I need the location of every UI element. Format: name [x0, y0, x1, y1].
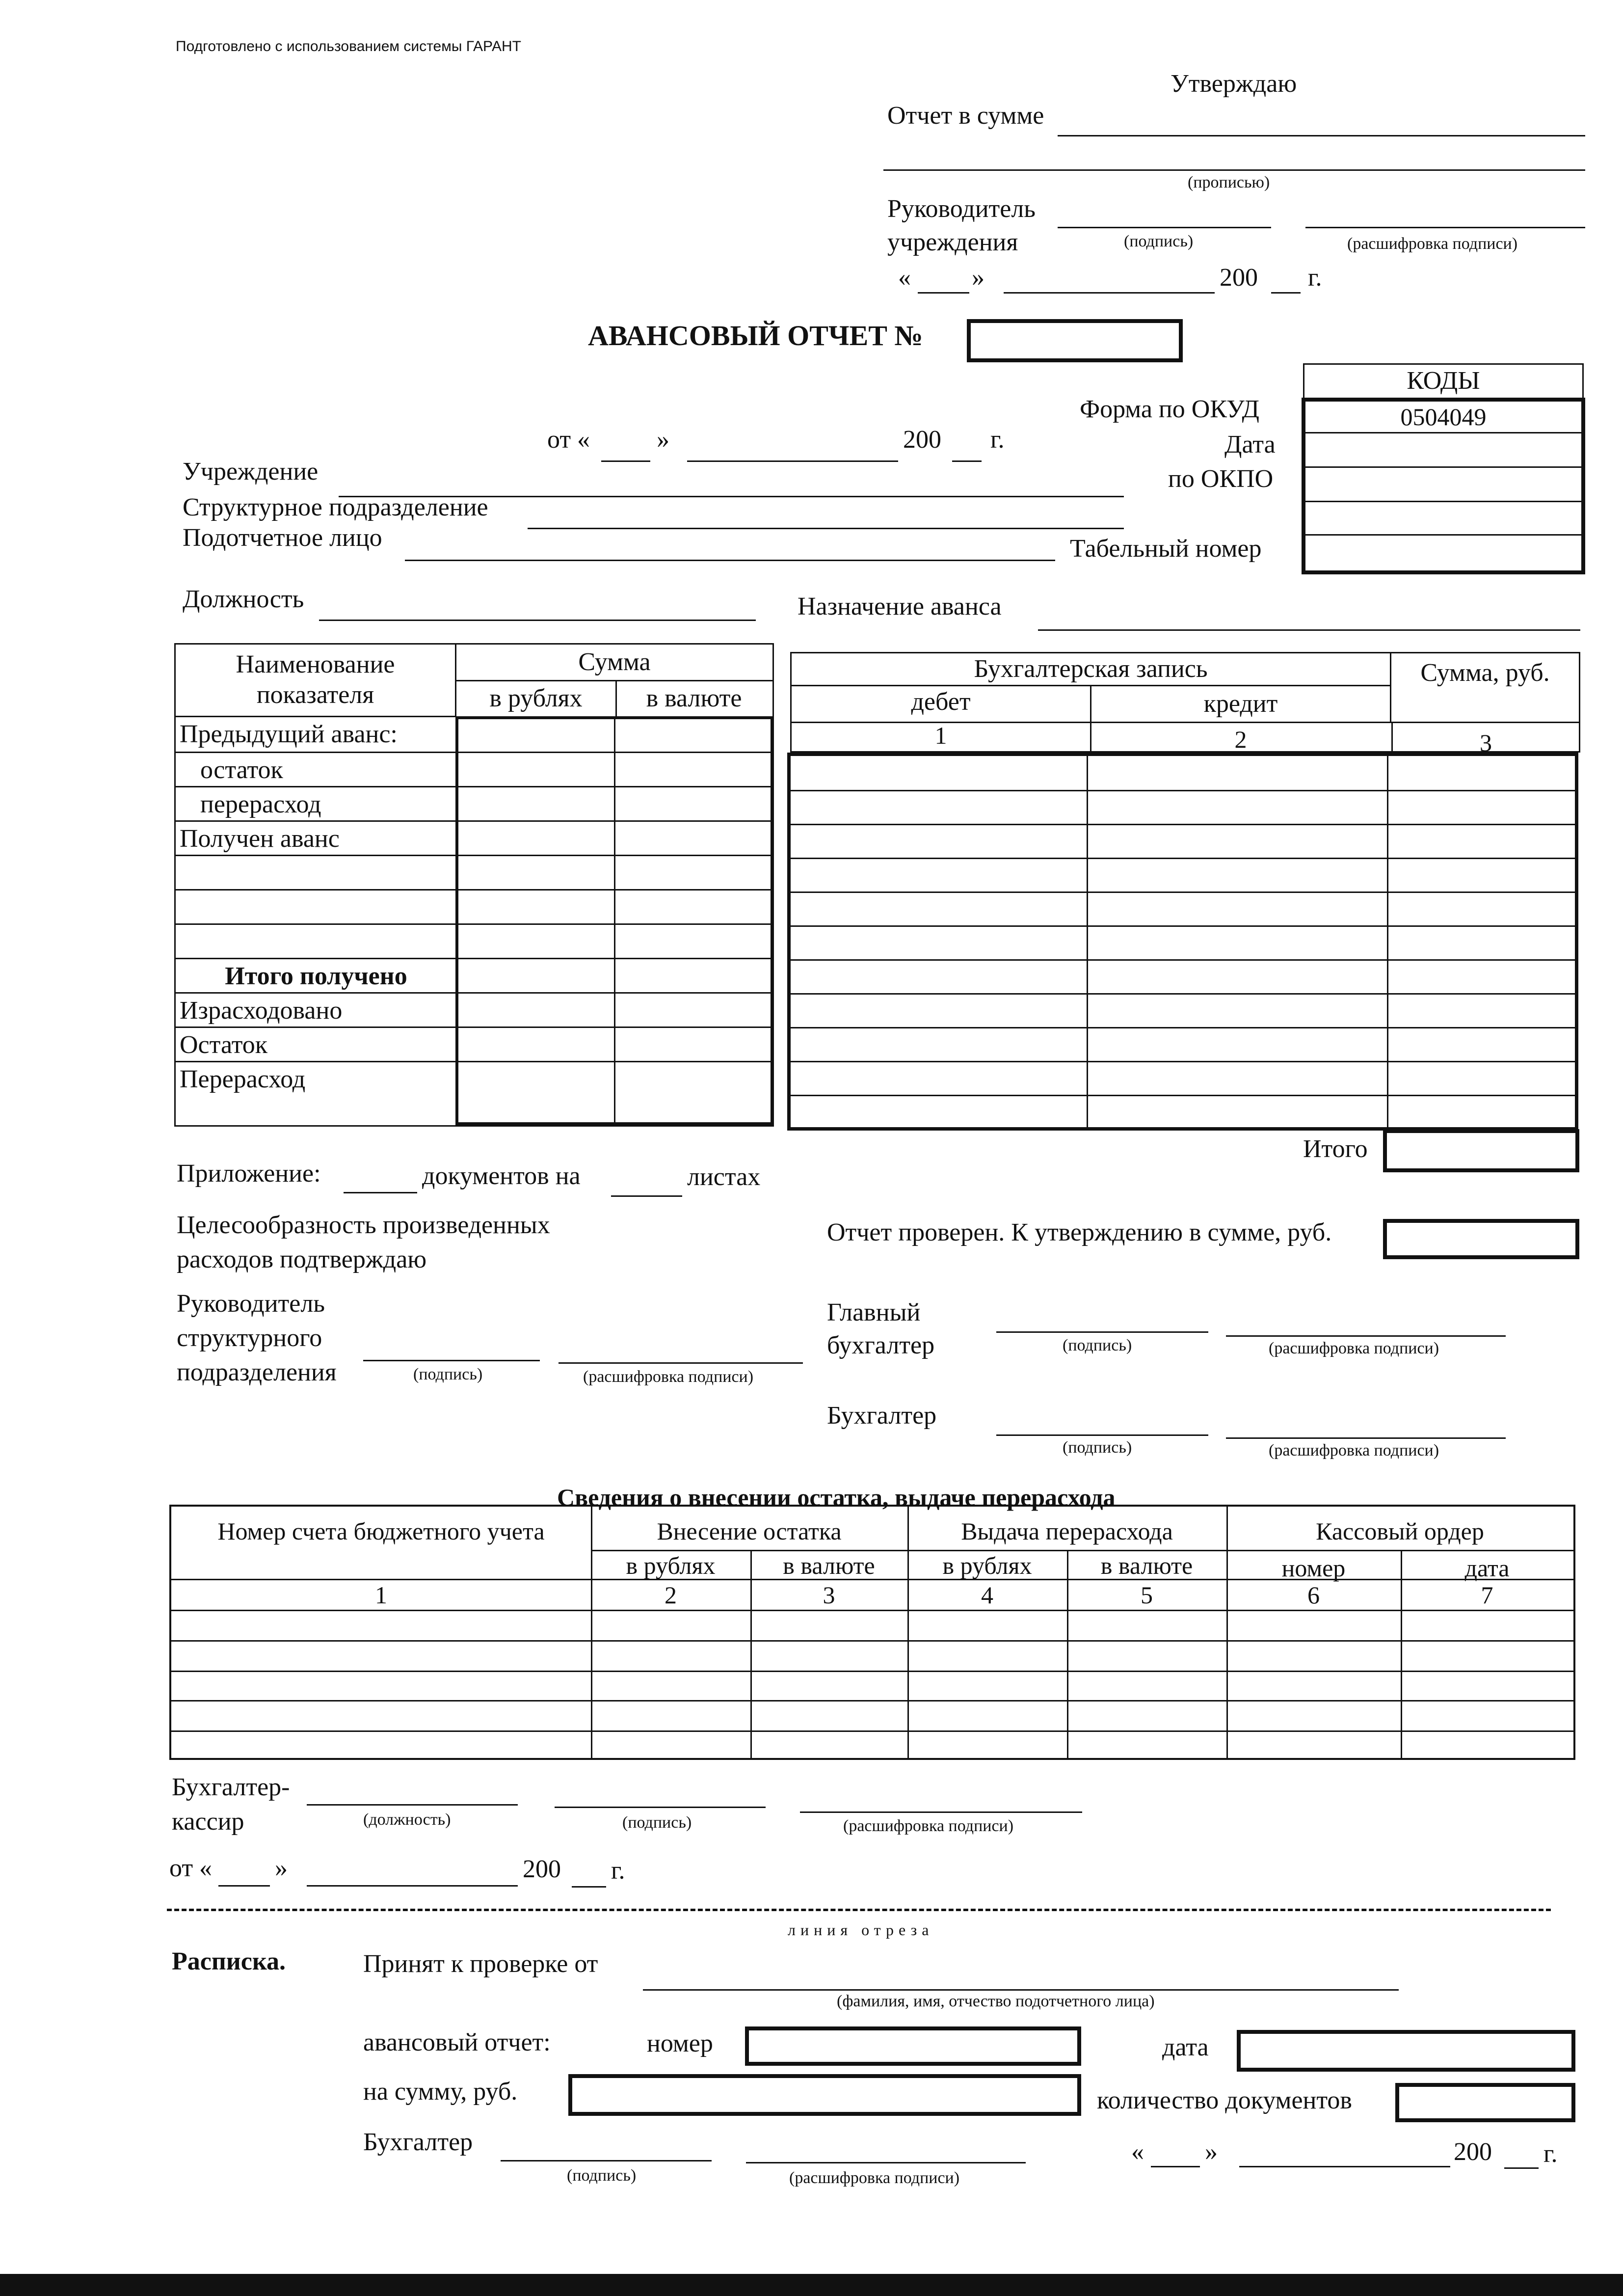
col-num-4: 4 — [981, 1581, 993, 1609]
receipt-date-label: дата — [1162, 2033, 1209, 2061]
receipt-fio-hint: (фамилия, имя, отчество подотчетного лица) — [837, 1992, 1155, 2010]
entry-body — [787, 753, 1578, 1131]
sum-rub-header: Сумма, руб. — [1390, 652, 1580, 723]
advance-row — [176, 958, 772, 992]
position-line[interactable] — [319, 620, 756, 621]
sub-head-line-1: Руководитель — [177, 1290, 325, 1318]
accountant-decode-line[interactable] — [1226, 1437, 1506, 1439]
chief-signature-hint: (подпись) — [1063, 1336, 1132, 1354]
head-signature-hint: (подпись) — [1124, 232, 1194, 250]
codes-box — [1302, 398, 1585, 574]
receipt-number-label: номер — [647, 2029, 713, 2057]
report-date-prefix: от « — [547, 426, 590, 454]
tab-number-cell[interactable] — [1305, 534, 1581, 570]
advance-cur-cell[interactable] — [617, 856, 770, 891]
receipt-report-label: авансовый отчет: — [363, 2028, 551, 2056]
col-num-6: 6 — [1307, 1581, 1320, 1609]
sub-head-line-3: подразделения — [177, 1358, 337, 1386]
cashier-decode-hint: (расшифровка подписи) — [843, 1817, 1014, 1835]
receipt-docs-label: количество документов — [1097, 2086, 1352, 2114]
accountant-signature-line[interactable] — [996, 1434, 1208, 1436]
debit-header: дебет — [792, 685, 1091, 723]
receipt-accountant-label: Бухгалтер — [363, 2128, 473, 2156]
page-title: АВАНСОВЫЙ ОТЧЕТ № — [588, 320, 923, 351]
advance-cur-cell[interactable] — [617, 959, 770, 994]
in-words-hint: (прописью) — [1188, 173, 1270, 191]
balance-row-line — [171, 1730, 1573, 1732]
advance-cur-cell[interactable] — [617, 1028, 770, 1062]
col-num-5: 5 — [1141, 1581, 1153, 1609]
col-cur-header: в валюте — [646, 684, 742, 712]
okud-value[interactable]: 0504049 — [1305, 402, 1581, 433]
checked-label: Отчет проверен. К утверждению в сумме, руб. — [827, 1218, 1332, 1246]
entry-row[interactable] — [791, 858, 1575, 891]
receipt-number-box[interactable] — [745, 2026, 1081, 2066]
head-signature-line[interactable] — [1058, 227, 1271, 228]
advance-row-label: Предыдущий аванс: — [180, 720, 398, 748]
extra-code-cell[interactable] — [1305, 501, 1581, 536]
total-box[interactable] — [1383, 1129, 1579, 1172]
col-name-line-1: Наименование — [236, 650, 395, 678]
col-deposit-header: Внесение остатка — [657, 1517, 842, 1545]
advance-row-label — [180, 856, 451, 891]
advance-row — [176, 1026, 772, 1061]
advance-rub-cell[interactable] — [459, 1028, 612, 1062]
cashier-date-close: » — [275, 1854, 288, 1882]
subdivision-line[interactable] — [528, 528, 1124, 529]
approve-title: Утверждаю — [1171, 70, 1297, 98]
col-issue-cur: в валюте — [1100, 1552, 1193, 1579]
receipt-accepted: Принят к проверке от — [363, 1950, 598, 1978]
receipt-signature-hint: (подпись) — [567, 2166, 637, 2185]
advance-table — [174, 643, 774, 1127]
report-sum-label: Отчет в сумме — [887, 102, 1044, 130]
attachment-sheets-line[interactable] — [611, 1195, 682, 1197]
receipt-day-line[interactable] — [1151, 2166, 1200, 2167]
receipt-sum-box[interactable] — [568, 2074, 1081, 2116]
cashier-month-line[interactable] — [307, 1885, 518, 1887]
chief-acc-line-1: Главный — [827, 1298, 921, 1326]
col-name-line-2: показателя — [256, 681, 374, 709]
report-year-line[interactable] — [952, 460, 982, 462]
receipt-year-line[interactable] — [1504, 2167, 1539, 2169]
attachment-mid: документов на — [422, 1162, 581, 1190]
okpo-label: по ОКПО — [1168, 465, 1274, 493]
advance-rub-cell[interactable] — [459, 787, 612, 822]
receipt-decode-line[interactable] — [746, 2162, 1026, 2163]
advance-cur-cell[interactable] — [617, 822, 770, 856]
report-sum-line-2[interactable] — [883, 169, 1585, 171]
advance-rub-cell[interactable] — [459, 959, 612, 994]
approve-year-line[interactable] — [1271, 292, 1301, 294]
approve-year-suffix: г. — [1308, 264, 1322, 292]
balance-row[interactable] — [171, 1640, 1573, 1671]
okpo-code-cell[interactable] — [1305, 466, 1581, 502]
num-row — [790, 722, 1580, 756]
advance-row — [176, 923, 772, 958]
advance-rub-cell[interactable] — [459, 717, 612, 752]
codes-header: КОДЫ — [1303, 363, 1584, 399]
balance-table — [169, 1505, 1575, 1760]
advance-cur-cell[interactable] — [617, 891, 770, 925]
header-num-line — [171, 1579, 1573, 1580]
attachment-prefix: Приложение: — [177, 1160, 321, 1188]
attachment-suffix: листах — [687, 1163, 761, 1191]
cashier-position-line[interactable] — [307, 1804, 518, 1806]
institution-label: Учреждение — [183, 458, 319, 486]
header-note: Подготовлено с использованием системы ГАРАНТ — [176, 38, 521, 54]
chief-decode-line[interactable] — [1226, 1335, 1506, 1337]
approve-day-line[interactable] — [918, 292, 969, 294]
col-order-num: номер — [1281, 1554, 1346, 1582]
header-sub-line — [591, 1550, 1573, 1551]
expedience-line-2: расходов подтверждаю — [177, 1245, 427, 1273]
receipt-fio-line[interactable] — [643, 1989, 1399, 1991]
entry-row[interactable] — [791, 1061, 1575, 1095]
cashier-year: 200 — [523, 1855, 561, 1883]
okud-label: Форма по ОКУД — [1080, 395, 1259, 423]
advance-row-label: Израсходовано — [180, 997, 343, 1025]
advance-rub-cell[interactable] — [459, 891, 612, 925]
report-year: 200 — [903, 426, 941, 454]
advance-row-label: Итого получено — [225, 962, 407, 990]
chief-acc-line-2: бухгалтер — [827, 1331, 935, 1359]
position-label: Должность — [183, 585, 304, 613]
col-num-3: 3 — [823, 1581, 835, 1609]
advance-cur-cell[interactable] — [617, 787, 770, 822]
col-order-header: Кассовый ордер — [1316, 1517, 1484, 1545]
advance-cur-cell[interactable] — [617, 925, 770, 959]
advance-row — [176, 889, 772, 923]
sub-head-decode-hint: (расшифровка подписи) — [583, 1368, 754, 1386]
balance-row[interactable] — [171, 1700, 1573, 1730]
cashier-year-suffix: г. — [611, 1857, 625, 1885]
advance-rub-cell[interactable] — [459, 994, 612, 1028]
report-day-line[interactable] — [601, 460, 650, 462]
report-date-close: » — [657, 426, 669, 454]
advance-rub-cell[interactable] — [459, 822, 612, 856]
num-1: 1 — [792, 723, 1091, 751]
entry-row[interactable] — [791, 959, 1575, 993]
advance-row-label: перерасход — [200, 790, 321, 818]
cut-line-label: линия отреза — [788, 1921, 934, 1939]
receipt-decode-hint: (расшифровка подписи) — [789, 2169, 960, 2187]
balance-title: Сведения о внесении остатка, выдаче перерасхода — [557, 1484, 1116, 1511]
accounting-table — [790, 652, 1580, 1131]
sub-head-decode-line[interactable] — [559, 1362, 803, 1364]
advance-row — [176, 717, 772, 752]
entry-row[interactable] — [791, 993, 1575, 1027]
advance-rub-cell[interactable] — [459, 1062, 612, 1097]
col-rub-header: в рублях — [456, 680, 617, 717]
col-deposit-cur: в валюте — [783, 1552, 875, 1579]
entry-row[interactable] — [791, 925, 1575, 959]
approve-date-close: » — [972, 264, 984, 292]
advance-rub-cell[interactable] — [459, 925, 612, 959]
col-account-header: Номер счета бюджетного учета — [217, 1517, 545, 1545]
receipt-date-close: » — [1205, 2138, 1218, 2166]
head-decode-line[interactable] — [1305, 227, 1585, 228]
accountable-label: Подотчетное лицо — [183, 524, 382, 552]
report-number-box[interactable] — [967, 319, 1183, 362]
balance-row[interactable] — [171, 1610, 1573, 1640]
credit-header: кредит — [1203, 690, 1278, 718]
advance-row — [176, 1061, 772, 1095]
purpose-line[interactable] — [1038, 629, 1580, 631]
receipt-year-suffix: г. — [1543, 2140, 1558, 2168]
entry-row[interactable] — [791, 1095, 1575, 1129]
advance-row — [176, 752, 772, 786]
receipt-date-open: « — [1131, 2138, 1144, 2166]
cashier-line-1: Бухгалтер- — [172, 1773, 290, 1801]
entry-row[interactable] — [791, 1027, 1575, 1061]
date-code-cell[interactable] — [1305, 432, 1581, 468]
cashier-line-2: кассир — [172, 1808, 244, 1836]
col-order-date: дата — [1464, 1554, 1510, 1582]
receipt-month-line[interactable] — [1239, 2166, 1450, 2167]
report-sum-line[interactable] — [1058, 135, 1585, 136]
cashier-year-line[interactable] — [572, 1886, 606, 1888]
accountant-label: Бухгалтер — [827, 1402, 937, 1430]
advance-cur-cell[interactable] — [617, 753, 770, 787]
date-code-label: Дата — [1224, 431, 1276, 459]
advance-cur-cell[interactable] — [617, 994, 770, 1028]
receipt-date-box[interactable] — [1237, 2030, 1575, 2072]
accountant-signature-hint: (подпись) — [1063, 1438, 1132, 1457]
cashier-decode-line[interactable] — [800, 1811, 1082, 1813]
checked-sum-box[interactable] — [1383, 1219, 1579, 1259]
scan-bottom-band — [0, 2274, 1623, 2296]
accountant-decode-hint: (расшифровка подписи) — [1269, 1441, 1439, 1459]
total-label: Итого — [1303, 1135, 1368, 1163]
cashier-date-prefix: от « — [169, 1854, 213, 1882]
sub-head-signature-hint: (подпись) — [413, 1365, 483, 1383]
advance-row — [176, 855, 772, 889]
col-name-header — [176, 645, 456, 717]
advance-row-label — [180, 925, 451, 959]
cashier-signature-line[interactable] — [555, 1807, 766, 1808]
cashier-signature-hint: (подпись) — [622, 1813, 692, 1832]
advance-row-label: Получен аванс — [180, 825, 340, 853]
col-sum-header: Сумма — [456, 645, 772, 681]
receipt-signature-line[interactable] — [501, 2160, 712, 2161]
advance-row — [176, 786, 772, 820]
advance-rub-cell[interactable] — [459, 856, 612, 891]
attachment-docs-line[interactable] — [344, 1192, 417, 1193]
approve-month-line[interactable] — [1004, 292, 1215, 294]
sub-head-signature-line[interactable] — [363, 1360, 540, 1361]
advance-row-label: Перерасход — [180, 1065, 306, 1093]
entry-row[interactable] — [791, 756, 1575, 790]
col-deposit-rub: в рублях — [626, 1552, 716, 1579]
expedience-line-1: Целесообразность произведенных — [177, 1211, 550, 1239]
chief-signature-line[interactable] — [996, 1331, 1208, 1333]
cashier-position-hint: (должность) — [363, 1810, 451, 1829]
col-issue-rub: в рублях — [942, 1552, 1032, 1579]
balance-row[interactable] — [171, 1671, 1573, 1700]
num-3: 3 — [1480, 729, 1492, 756]
accountable-line[interactable] — [405, 560, 1055, 561]
entry-row[interactable] — [791, 824, 1575, 858]
advance-row — [176, 992, 772, 1026]
head-decode-hint: (расшифровка подписи) — [1347, 235, 1518, 253]
advance-row-label — [180, 891, 451, 925]
approve-date-open: « — [898, 264, 911, 292]
receipt-sum-label: на сумму, руб. — [363, 2078, 518, 2106]
cashier-day-line[interactable] — [218, 1885, 270, 1887]
receipt-year: 200 — [1454, 2138, 1492, 2166]
report-year-suffix: г. — [990, 426, 1005, 454]
chief-decode-hint: (расшифровка подписи) — [1269, 1339, 1439, 1357]
report-month-line[interactable] — [687, 460, 898, 462]
approve-year: 200 — [1220, 264, 1258, 292]
head-label-1: Руководитель — [887, 195, 1036, 223]
col-num-1: 1 — [375, 1581, 387, 1609]
advance-cur-cell[interactable] — [617, 717, 770, 752]
receipt-docs-box[interactable] — [1395, 2083, 1575, 2122]
tab-number-label: Табельный номер — [1070, 535, 1262, 563]
head-label-2: учреждения — [887, 228, 1018, 256]
col-num-7: 7 — [1481, 1581, 1493, 1609]
advance-row-label: остаток — [200, 756, 283, 784]
cut-line — [167, 1909, 1551, 1911]
advance-cur-cell[interactable] — [617, 1062, 770, 1097]
advance-rub-cell[interactable] — [459, 753, 612, 787]
entry-header-label: Бухгалтерская запись — [792, 653, 1390, 686]
subdivision-label: Структурное подразделение — [183, 493, 488, 521]
num-2: 2 — [1090, 723, 1393, 751]
purpose-label: Назначение аванса — [798, 593, 1002, 621]
advance-row-label: Остаток — [180, 1031, 268, 1059]
advance-row — [176, 820, 772, 855]
entry-row[interactable] — [791, 891, 1575, 925]
entry-row[interactable] — [791, 790, 1575, 824]
sub-head-line-2: структурного — [177, 1324, 322, 1352]
col-issue-header: Выдача перерасхода — [961, 1517, 1173, 1545]
receipt-title: Расписка. — [172, 1947, 286, 1975]
entry-header — [790, 652, 1390, 723]
col-num-2: 2 — [665, 1581, 677, 1609]
